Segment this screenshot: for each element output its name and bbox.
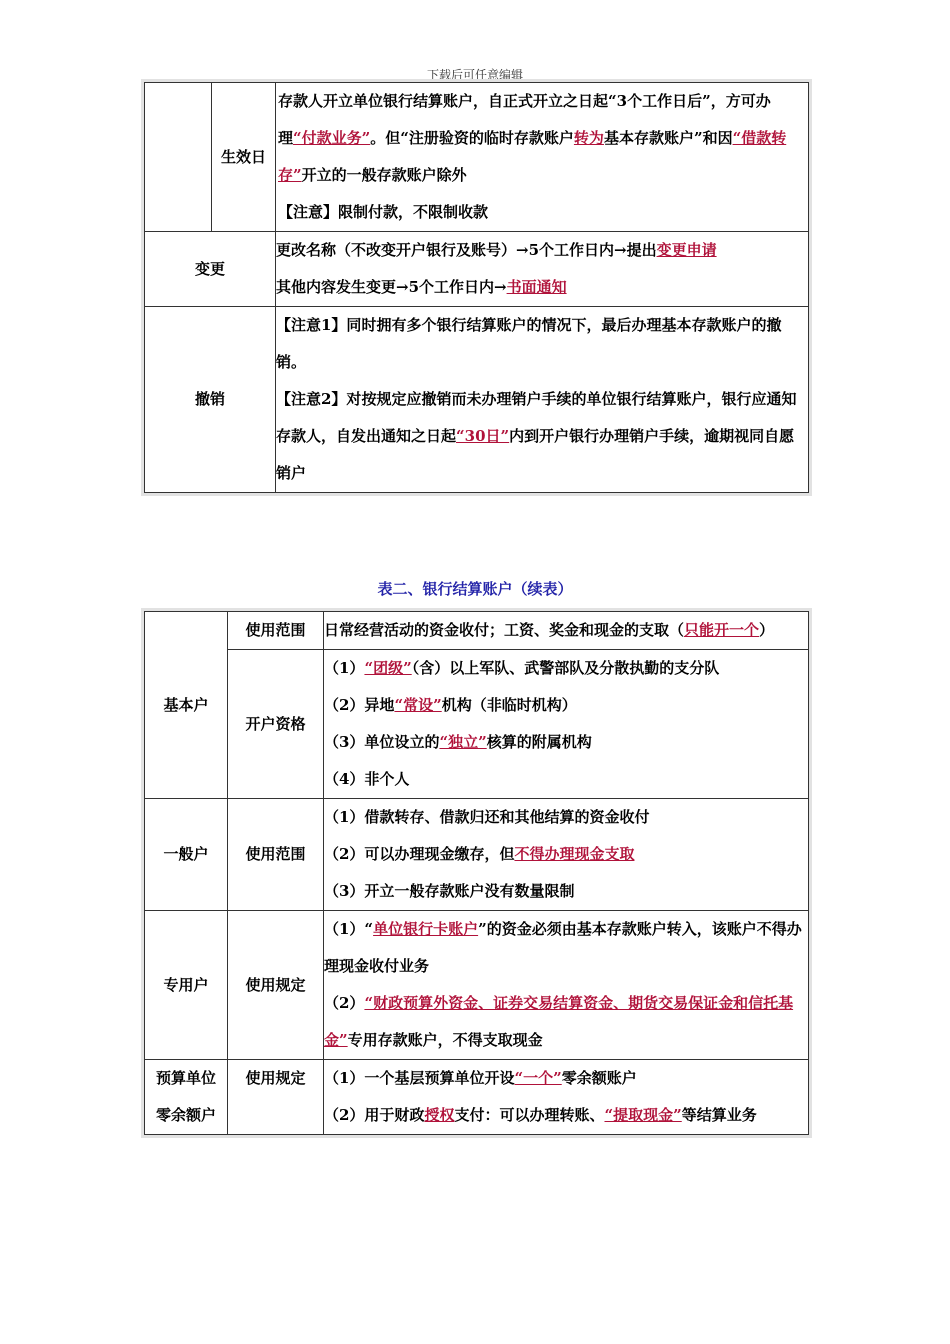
row-label xyxy=(145,1060,228,1135)
row-label xyxy=(145,307,276,493)
note-text: 【注意1】同时拥有多个银行结算账户的情况下，最后办理基本存款账户的撤销。 xyxy=(276,316,782,371)
effective-content xyxy=(276,83,809,232)
page-header: 下载后可任意编辑 xyxy=(426,68,523,82)
highlight-text: “借款转存” xyxy=(278,129,787,184)
sub-label xyxy=(228,1060,324,1135)
general-label: 一般户 xyxy=(163,845,209,863)
highlight-text: “一个” xyxy=(514,1069,562,1087)
highlight-text: 书面通知 xyxy=(506,278,567,296)
row-label xyxy=(145,612,228,799)
text: （2）异地 xyxy=(324,696,395,714)
table-row xyxy=(145,911,809,1060)
table-row xyxy=(145,83,809,232)
basic-scope-content xyxy=(324,612,809,650)
basic-label: 基本户 xyxy=(163,695,209,714)
special-label: 专用户 xyxy=(163,975,209,994)
sub-label xyxy=(228,650,324,799)
text: ”的资金必须由基本存款账户转入，该账户不得办理现金收付业务 xyxy=(324,920,802,975)
highlight-text: 只能开一个 xyxy=(684,621,760,639)
text: 零余额账户 xyxy=(561,1069,637,1087)
general-scope-label: 使用范围 xyxy=(245,845,306,863)
row-label xyxy=(145,911,228,1060)
highlight-text: 单位银行卡账户 xyxy=(373,920,479,938)
table-row xyxy=(145,612,809,650)
row-label xyxy=(145,799,228,911)
highlight-text: 变更申请 xyxy=(656,241,717,259)
highlight-text: “团级” xyxy=(364,659,412,677)
table-row xyxy=(145,650,809,799)
text: 核算的附属机构 xyxy=(486,733,592,751)
cancel-content xyxy=(276,307,809,493)
text: （2）可以办理现金缴存，但 xyxy=(324,845,515,863)
text: （1）借款转存、借款归还和其他结算的资金收付 xyxy=(324,808,650,826)
table-row xyxy=(145,799,809,911)
sub-label xyxy=(228,911,324,1060)
text: 其他内容发生变更→5个工作日内→ xyxy=(276,278,507,296)
text: 日常经营活动的资金收付；工资、奖金和现金的支取（ xyxy=(324,621,685,639)
highlight-text: 授权 xyxy=(424,1106,455,1124)
highlight-text: “常设” xyxy=(394,696,442,714)
text: 机构（非临时机构） xyxy=(441,696,577,714)
change-content xyxy=(276,232,809,307)
text: （4）非个人 xyxy=(324,770,410,788)
text: （1）一个基层预算单位开设 xyxy=(324,1069,515,1087)
text: 基本存款账户”和因 xyxy=(603,129,733,147)
table-title: 表二、银行结算账户（续表） xyxy=(377,580,573,598)
table-row xyxy=(145,1060,809,1135)
highlight-text: 不得办理现金支取 xyxy=(514,845,635,863)
general-scope-content xyxy=(324,799,809,911)
basic-scope-label: 使用范围 xyxy=(245,621,306,639)
text: ） xyxy=(759,621,775,639)
basic-qual-label: 开户资格 xyxy=(245,714,306,733)
text: （3）单位设立的 xyxy=(324,733,440,751)
sub-label xyxy=(228,612,324,650)
text: 开立的一般存款账户除外 xyxy=(301,166,467,184)
highlight-text: “付款业务” xyxy=(293,129,371,147)
text: 。但“注册验资的临时存款账户 xyxy=(370,129,574,147)
highlight-text: “独立” xyxy=(439,733,487,751)
highlight-text: “财政预算外资金、证券交易结算资金、期货交易保证金和信托基金” xyxy=(324,994,794,1049)
budget-rule-label: 使用规定 xyxy=(245,1069,306,1087)
text: （2）用于财政 xyxy=(324,1106,425,1124)
cancel-label: 撤销 xyxy=(194,390,225,408)
account-table-1 xyxy=(144,82,809,493)
empty-cell xyxy=(145,83,212,232)
text: 更改名称（不改变开户银行及账号）→5个工作日内→提出 xyxy=(276,241,657,259)
text: 专用存款账户，不得支取现金 xyxy=(347,1031,543,1049)
table-row xyxy=(145,307,809,493)
sub-label xyxy=(228,799,324,911)
text: （2） xyxy=(324,994,365,1012)
change-label: 变更 xyxy=(194,259,225,278)
note-text: 内到开户银行办理销户手续，逾期视同自愿销户 xyxy=(276,427,795,482)
basic-qual-content xyxy=(324,650,809,799)
budget-rule-content xyxy=(324,1060,809,1135)
text: 存款人开立单位银行结算账户，自正式开立之日起“3个工作日后”，方可办理 xyxy=(278,92,771,147)
row-label xyxy=(212,83,276,232)
text: （3）开立一般存款账户没有数量限制 xyxy=(324,882,575,900)
account-table-2 xyxy=(144,611,809,1135)
text: （含）以上军队、武警部队及分散执勤的支分队 xyxy=(411,659,720,677)
effective-label: 生效日 xyxy=(220,147,266,166)
budget-label: 预算单位零余额户 xyxy=(155,1069,216,1124)
note-text: 【注意2】对按规定应撤销而未办理销户手续的单位银行结算账户，银行应通知存款人，自发出通知之日起 xyxy=(276,390,797,445)
note-text: 【注意】限制付款，不限制收款 xyxy=(278,203,489,221)
text: 支付：可以办理转账、 xyxy=(454,1106,605,1124)
text: （1） xyxy=(324,659,365,677)
text: （1）“ xyxy=(324,920,374,938)
special-rule-content xyxy=(324,911,809,1060)
highlight-text: 转为 xyxy=(573,129,604,147)
table-row xyxy=(145,232,809,307)
special-rule-label: 使用规定 xyxy=(245,975,306,994)
highlight-text: “提取现金” xyxy=(604,1106,682,1124)
highlight-text: “30日” xyxy=(456,427,510,445)
text: 等结算业务 xyxy=(681,1106,757,1124)
row-label xyxy=(145,232,276,307)
